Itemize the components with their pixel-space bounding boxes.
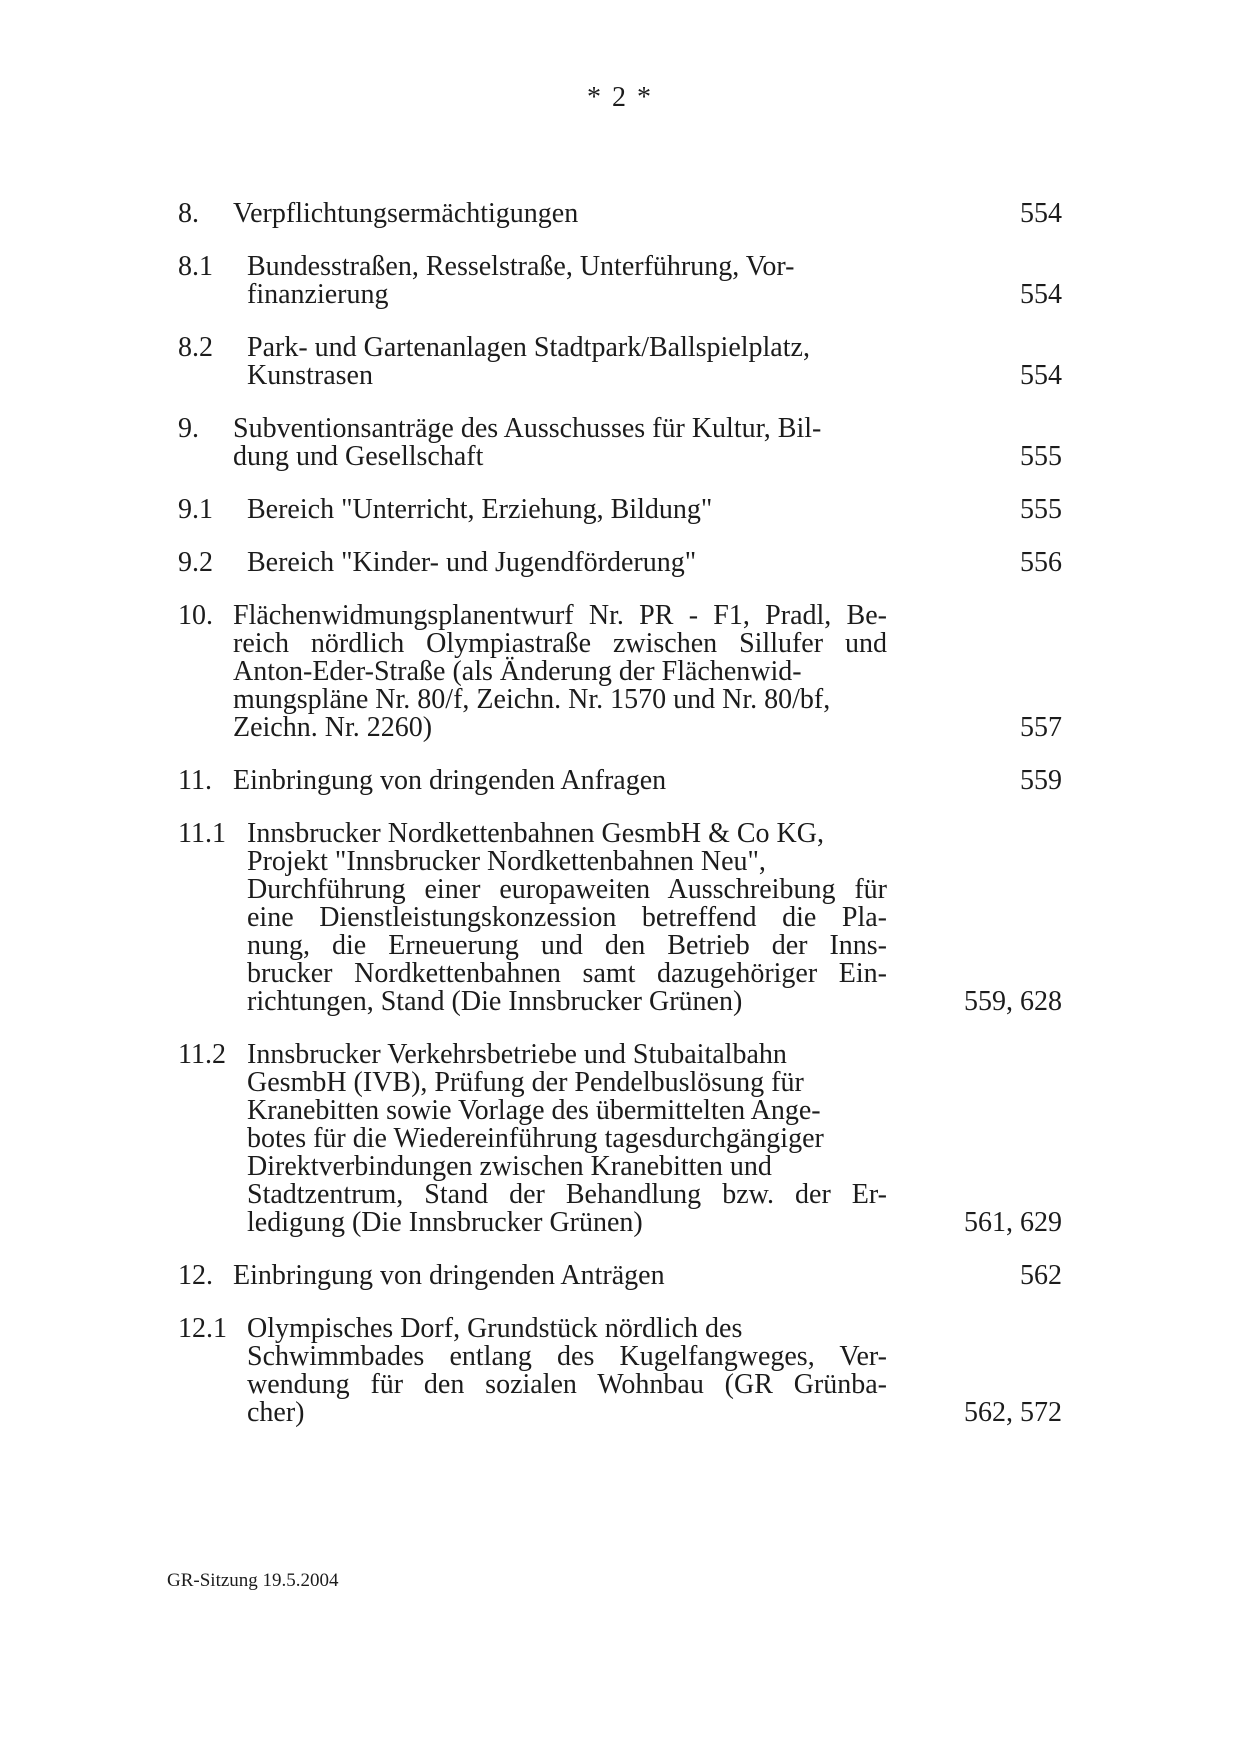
toc-entry bbox=[178, 1315, 1062, 1427]
toc-entry-pages: 557 bbox=[1020, 712, 1062, 743]
toc-entry bbox=[178, 253, 1062, 309]
toc-entry bbox=[178, 549, 1062, 577]
toc-entry-pages: 561, 629 bbox=[964, 1207, 1062, 1238]
toc-entry bbox=[178, 496, 1062, 524]
toc-entry-title bbox=[247, 1315, 887, 1427]
toc-entry-number: 11. bbox=[178, 765, 212, 796]
toc-entry-number: 12.1 bbox=[178, 1313, 227, 1344]
toc-title-line: Park- und Gartenanlagen Stadtpark/Ballspielplatz, bbox=[247, 332, 810, 363]
toc-entry bbox=[178, 602, 1062, 742]
toc-title-line: Projekt "Innsbrucker Nordkettenbahnen Neu", bbox=[247, 846, 766, 877]
toc-entry-number: 8.2 bbox=[178, 332, 213, 363]
toc-entry-title bbox=[247, 1041, 887, 1237]
toc-entry-number: 11.2 bbox=[178, 1039, 226, 1070]
toc-title-line: Direktverbindungen zwischen Kranebitten und bbox=[247, 1151, 772, 1182]
toc-entry bbox=[178, 415, 1062, 471]
toc-title-line: dung und Gesellschaft bbox=[233, 441, 484, 472]
toc-title-line: Flächenwidmungsplanentwurf Nr. PR - F1, Pradl, Be- bbox=[233, 600, 887, 631]
toc-entry-pages: 555 bbox=[1020, 441, 1062, 472]
toc-title-line: Durchführung einer europaweiten Ausschreibung für bbox=[247, 874, 887, 905]
toc-title-line: Kranebitten sowie Vorlage des übermittelten Ange- bbox=[247, 1095, 821, 1126]
toc-entry-title bbox=[247, 496, 887, 524]
toc-list bbox=[178, 200, 1062, 1452]
toc-entry bbox=[178, 1041, 1062, 1237]
toc-entry bbox=[178, 334, 1062, 390]
toc-title-line: nung, die Erneuerung und den Betrieb der Inns- bbox=[247, 930, 887, 961]
toc-entry bbox=[178, 767, 1062, 795]
toc-title-line: wendung für den sozialen Wohnbau (GR Grünba- bbox=[247, 1369, 887, 1400]
toc-entry-number: 9.1 bbox=[178, 494, 213, 525]
page-number-header: * 2 * bbox=[587, 82, 653, 113]
toc-title-line: Bereich "Kinder- und Jugendförderung" bbox=[247, 547, 697, 578]
toc-title-line: GesmbH (IVB), Prüfung der Pendelbuslösung für bbox=[247, 1067, 804, 1098]
toc-entry-number: 9. bbox=[178, 413, 199, 444]
toc-entry-pages: 554 bbox=[1020, 279, 1062, 310]
toc-title-line: Innsbrucker Nordkettenbahnen GesmbH & Co KG, bbox=[247, 818, 824, 849]
toc-title-line: finanzierung bbox=[247, 279, 389, 310]
toc-entry-number: 9.2 bbox=[178, 547, 213, 578]
toc-title-line: botes für die Wiedereinführung tagesdurchgängiger bbox=[247, 1123, 824, 1154]
toc-title-line: ledigung (Die Innsbrucker Grünen) bbox=[247, 1207, 643, 1238]
toc-title-line: Subventionsanträge des Ausschusses für Kultur, Bil- bbox=[233, 413, 822, 444]
toc-entry bbox=[178, 200, 1062, 228]
toc-title-line: Einbringung von dringenden Anträgen bbox=[233, 1260, 665, 1291]
toc-title-line: Kunstrasen bbox=[247, 360, 373, 391]
toc-entry-title bbox=[233, 415, 887, 471]
toc-title-line: Bereich "Unterricht, Erziehung, Bildung" bbox=[247, 494, 713, 525]
toc-entry-number: 8.1 bbox=[178, 251, 213, 282]
toc-entry-pages: 555 bbox=[1020, 494, 1062, 525]
toc-entry-number: 10. bbox=[178, 600, 213, 631]
toc-entry bbox=[178, 1262, 1062, 1290]
toc-entry-pages: 556 bbox=[1020, 547, 1062, 578]
toc-entry-title bbox=[247, 253, 887, 309]
toc-title-line: Innsbrucker Verkehrsbetriebe und Stubaitalbahn bbox=[247, 1039, 787, 1070]
page-footer: GR-Sitzung 19.5.2004 bbox=[167, 1570, 339, 1591]
toc-title-line: Bundesstraßen, Resselstraße, Unterführung, Vor- bbox=[247, 251, 795, 282]
toc-entry-title bbox=[247, 549, 887, 577]
toc-title-line: Stadtzentrum, Stand der Behandlung bzw. der Er- bbox=[247, 1179, 887, 1210]
toc-entry-title bbox=[233, 602, 887, 742]
toc-title-line: Schwimmbades entlang des Kugelfangweges, Ver- bbox=[247, 1341, 887, 1372]
toc-entry-pages: 554 bbox=[1020, 360, 1062, 391]
toc-entry-number: 11.1 bbox=[178, 818, 226, 849]
toc-title-line: cher) bbox=[247, 1397, 305, 1428]
toc-title-line: brucker Nordkettenbahnen samt dazugehöriger Ein- bbox=[247, 958, 887, 989]
toc-title-line: eine Dienstleistungskonzession betreffend die Pla- bbox=[247, 902, 887, 933]
toc-entry-title bbox=[233, 200, 887, 228]
toc-title-line: reich nördlich Olympiastraße zwischen Sillufer und bbox=[233, 628, 887, 659]
toc-entry-number: 8. bbox=[178, 198, 199, 229]
toc-title-line: Anton-Eder-Straße (als Änderung der Flächenwid- bbox=[233, 656, 802, 687]
toc-entry-title bbox=[247, 820, 887, 1016]
toc-entry bbox=[178, 820, 1062, 1016]
toc-entry-title bbox=[233, 1262, 887, 1290]
toc-entry-pages: 559, 628 bbox=[964, 986, 1062, 1017]
toc-entry-number: 12. bbox=[178, 1260, 213, 1291]
toc-entry-pages: 559 bbox=[1020, 765, 1062, 796]
toc-entry-pages: 562 bbox=[1020, 1260, 1062, 1291]
toc-title-line: Verpflichtungsermächtigungen bbox=[233, 198, 579, 229]
toc-entry-pages: 554 bbox=[1020, 198, 1062, 229]
toc-title-line: richtungen, Stand (Die Innsbrucker Grünen) bbox=[247, 986, 743, 1017]
toc-title-line: Zeichn. Nr. 2260) bbox=[233, 712, 433, 743]
toc-title-line: mungspläne Nr. 80/f, Zeichn. Nr. 1570 und Nr. 80/bf, bbox=[233, 684, 831, 715]
toc-entry-pages: 562, 572 bbox=[964, 1397, 1062, 1428]
toc-entry-title bbox=[247, 334, 887, 390]
toc-title-line: Einbringung von dringenden Anfragen bbox=[233, 765, 667, 796]
toc-title-line: Olympisches Dorf, Grundstück nördlich des bbox=[247, 1313, 743, 1344]
toc-entry-title bbox=[233, 767, 887, 795]
